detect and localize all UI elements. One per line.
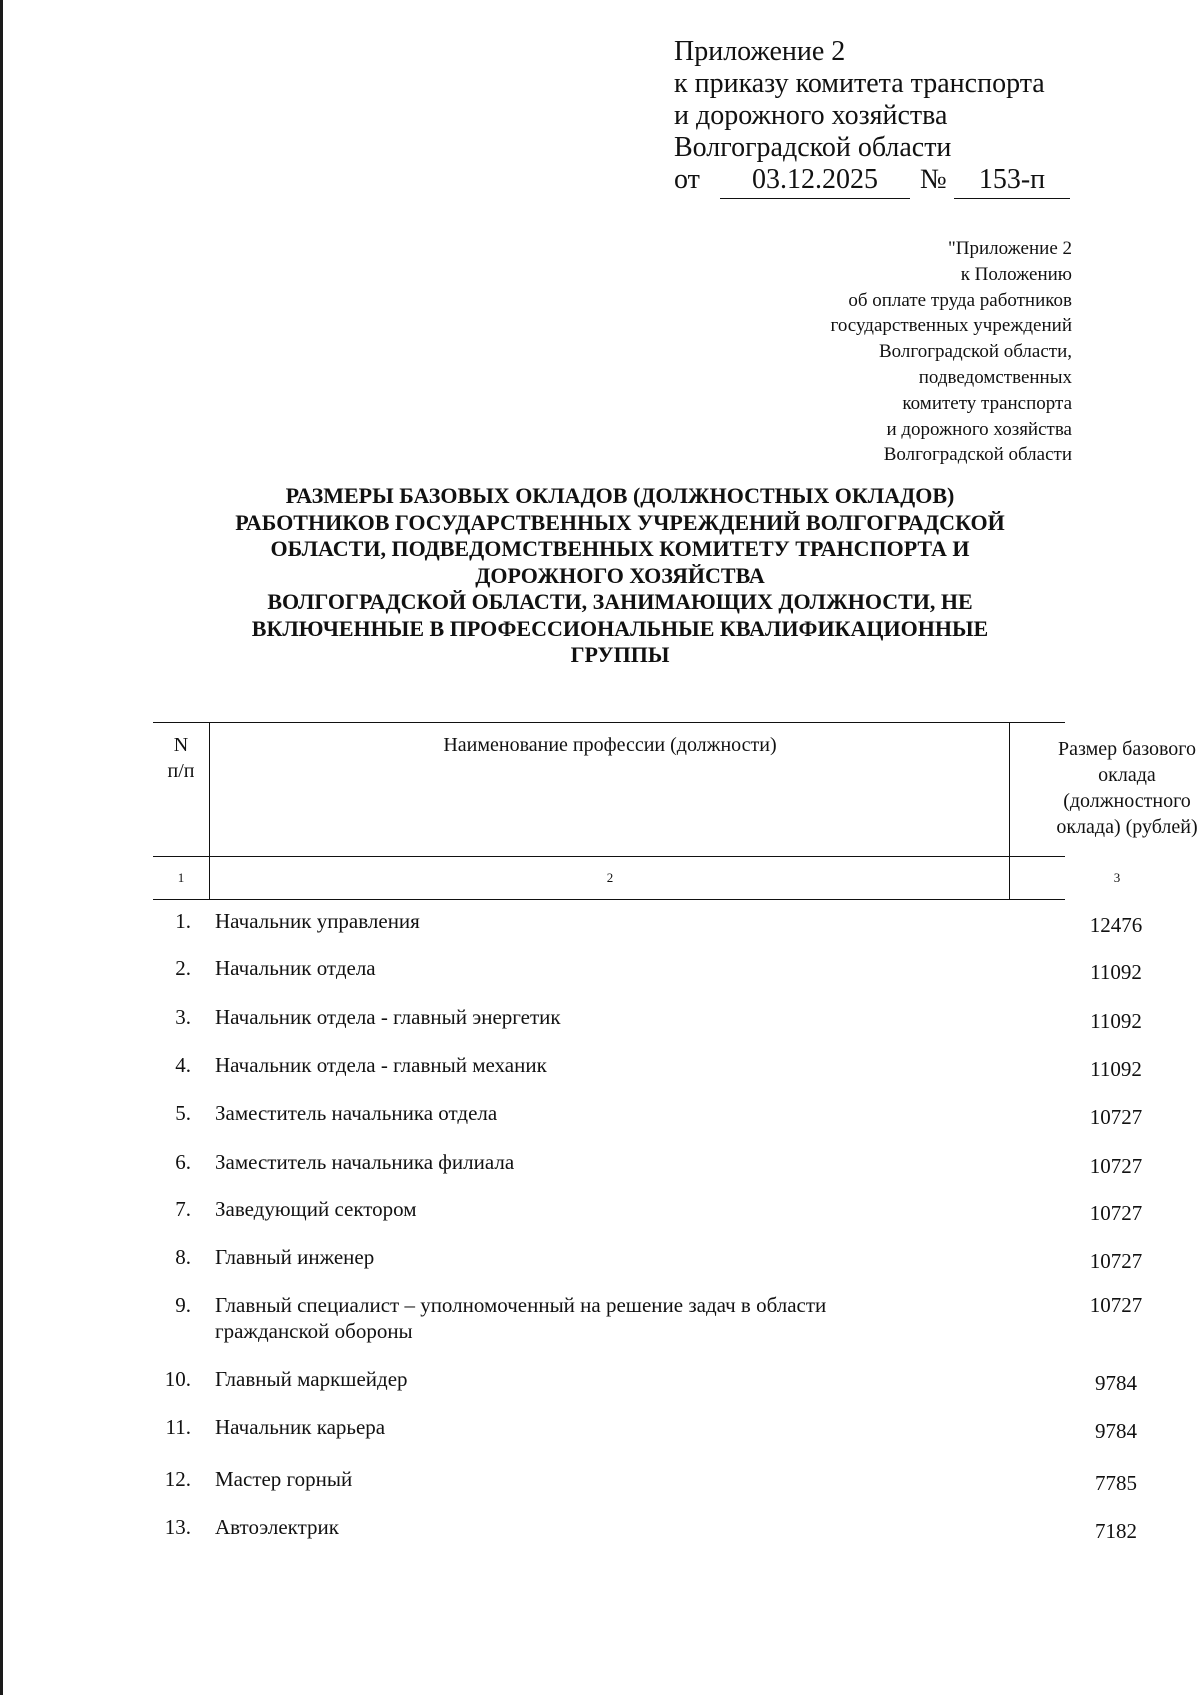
header-num-line: N [173, 734, 189, 756]
row-position: Заведующий сектором [215, 1197, 417, 1221]
row-number: 2. [175, 956, 191, 980]
header-line: Приложение 2 [674, 36, 846, 67]
row-number: 9. [175, 1293, 191, 1317]
annex-line: к Положению [960, 263, 1072, 285]
row-position: Начальник отдела - главный энергетик [215, 1005, 561, 1029]
row-number: 4. [175, 1053, 191, 1077]
column-number-row [153, 856, 1121, 900]
row-number: 11. [165, 1415, 191, 1439]
header-line: к приказу комитета транспорта [674, 68, 1045, 99]
row-number: 12. [164, 1467, 191, 1491]
scan-edge [0, 0, 3, 1695]
header-num [153, 723, 209, 865]
row-salary: 12476 [1089, 913, 1143, 937]
title-line: РАБОТНИКОВ ГОСУДАРСТВЕННЫХ УЧРЕЖДЕНИЙ ВОЛГОГРАДСКОЙ [235, 509, 1005, 535]
row-number: 13. [164, 1515, 191, 1539]
order-date-row [674, 164, 1094, 204]
column-number: 2 [209, 857, 1010, 899]
document-title [170, 483, 1070, 669]
row-position: Начальник отдела [215, 956, 376, 980]
header-name [209, 723, 1010, 865]
title-line: ДОРОЖНОГО ХОЗЯЙСТВА [475, 562, 765, 588]
annex-line: государственных учреждений [830, 315, 1072, 337]
row-salary: 10727 [1089, 1154, 1143, 1178]
row-number: 6. [175, 1150, 191, 1174]
header-num-line: п/п [167, 760, 195, 782]
column-number: 3 [1009, 857, 1200, 899]
row-salary: 9784 [1095, 1371, 1137, 1395]
table-header-row [153, 722, 1198, 856]
row-salary: 7785 [1095, 1471, 1137, 1495]
order-header [674, 36, 1094, 204]
title-line: ОБЛАСТИ, ПОДВЕДОМСТВЕННЫХ КОМИТЕТУ ТРАНСПОРТА И [270, 536, 970, 561]
order-number: 153-п [954, 164, 1070, 199]
row-number: 5. [175, 1101, 191, 1125]
row-position: Заместитель начальника филиала [215, 1150, 515, 1174]
salary-table [153, 722, 1198, 1543]
header-size-line: Размер базового [1058, 738, 1196, 760]
row-position: Начальник отдела - главный механик [215, 1053, 547, 1077]
row-position: Начальник управления [215, 909, 420, 933]
row-position: Автоэлектрик [215, 1515, 339, 1539]
header-size-line: оклада) (рублей) [1056, 816, 1198, 838]
row-salary: 11092 [1090, 1057, 1142, 1081]
annex-line: об оплате труда работников [848, 289, 1072, 311]
row-salary: 10727 [1089, 1201, 1143, 1225]
column-number: 1 [177, 870, 185, 885]
annex-line: Волгоградской области, [879, 341, 1072, 363]
row-salary: 9784 [1095, 1419, 1137, 1443]
row-number: 1. [175, 909, 191, 933]
title-line: РАЗМЕРЫ БАЗОВЫХ ОКЛАДОВ (ДОЛЖНОСТНЫХ ОКЛАДОВ) [285, 483, 955, 508]
row-number: 8. [175, 1245, 191, 1269]
annex-line: комитету транспорта [902, 392, 1072, 414]
row-salary: 10727 [1089, 1249, 1143, 1273]
order-date: 03.12.2025 [720, 164, 910, 199]
row-number: 10. [164, 1367, 191, 1391]
row-salary: 7182 [1095, 1519, 1137, 1543]
from-label: от [674, 164, 700, 195]
row-salary: 10727 [1089, 1293, 1143, 1317]
row-salary: 10727 [1089, 1105, 1143, 1129]
header-line: и дорожного хозяйства [674, 100, 948, 131]
row-position: Главный специалист – уполномоченный на решение задач в области гражданской обороны [215, 1293, 827, 1343]
row-position: Главный маркшейдер [215, 1367, 408, 1391]
number-label: № [920, 164, 947, 195]
row-number: 7. [175, 1197, 191, 1221]
header-line: Волгоградской области [674, 132, 952, 163]
header-size-line: оклада [1098, 764, 1156, 786]
annex-line: "Приложение 2 [948, 238, 1072, 259]
row-position: Заместитель начальника отдела [215, 1101, 498, 1125]
header-size [1009, 723, 1200, 869]
title-line: ГРУППЫ [570, 642, 670, 667]
annex-reference [652, 236, 1072, 468]
annex-line: подведомственных [918, 366, 1072, 388]
row-position: Начальник карьера [215, 1415, 386, 1439]
row-salary: 11092 [1090, 960, 1142, 984]
annex-line: Волгоградской области [883, 444, 1072, 466]
title-line: ВКЛЮЧЕННЫЕ В ПРОФЕССИОНАЛЬНЫЕ КВАЛИФИКАЦИОННЫЕ [251, 615, 989, 641]
row-salary: 11092 [1090, 1009, 1142, 1033]
row-position: Главный инженер [215, 1245, 375, 1269]
row-number: 3. [175, 1005, 191, 1029]
annex-line: и дорожного хозяйства [886, 418, 1072, 440]
header-size-line: (должностного [1063, 790, 1191, 812]
title-line: ВОЛГОГРАДСКОЙ ОБЛАСТИ, ЗАНИМАЮЩИХ ДОЛЖНОСТИ, НЕ [267, 589, 973, 614]
header-name-text: Наименование профессии (должности) [443, 734, 777, 756]
row-position: Мастер горный [215, 1467, 353, 1491]
